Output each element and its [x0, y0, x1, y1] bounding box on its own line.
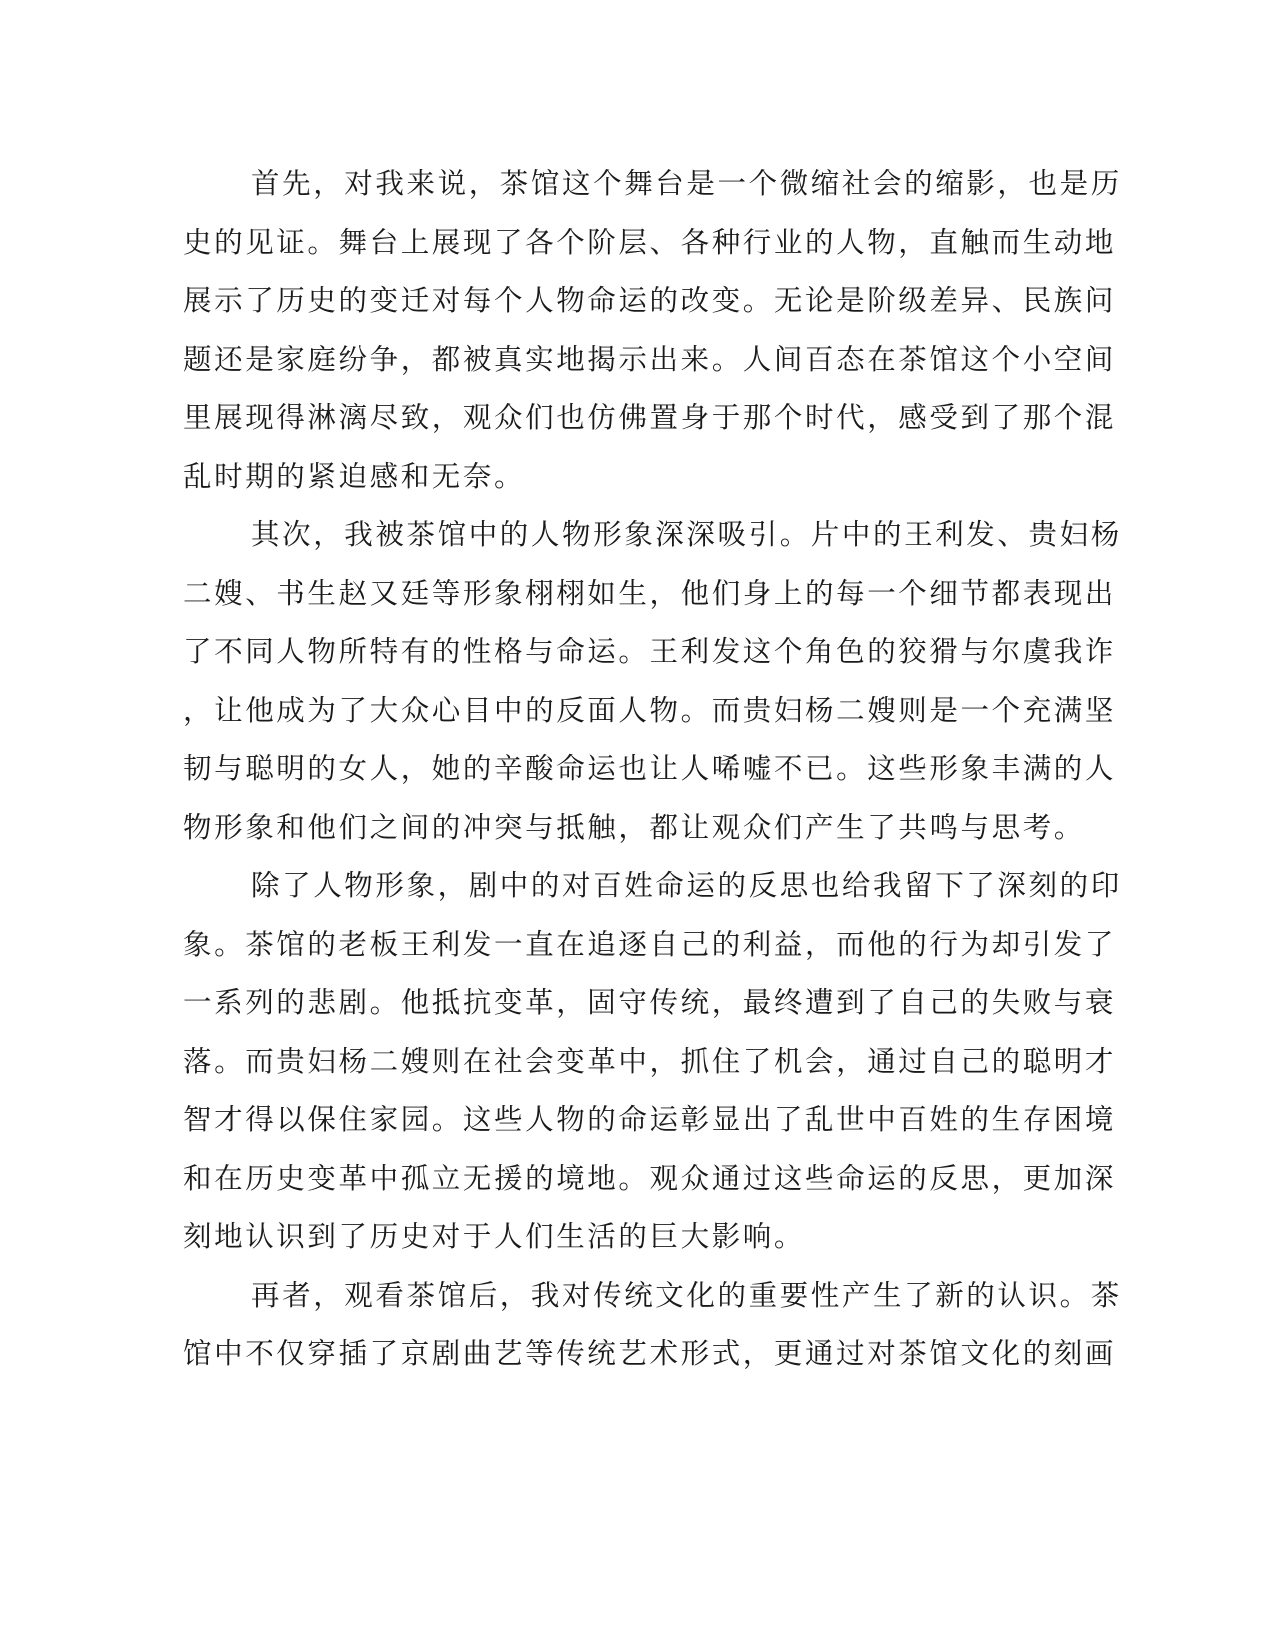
paragraph-2-line-5: 韧与聪明的女人，她的辛酸命运也让人唏嘘不已。这些形象丰满的人 — [183, 752, 1117, 785]
document-body — [183, 155, 1122, 1384]
paragraph-3-line-2: 象。茶馆的老板王利发一直在追逐自己的利益，而他的行为却引发了 — [183, 927, 1117, 961]
paragraph-3-line-1: 除了人物形象，剧中的对百姓命运的反思也给我留下了深刻的印 — [251, 869, 1122, 902]
paragraph-4-line-1: 再者，观看茶馆后，我对传统文化的重要性产生了新的认识。茶 — [251, 1278, 1122, 1312]
paragraph-3-line-3: 一系列的悲剧。他抵抗变革，固守传统，最终遭到了自己的失败与衰 — [183, 986, 1117, 1019]
paragraph-4-line-2: 馆中不仅穿插了京剧曲艺等传统艺术形式，更通过对茶馆文化的刻画 — [183, 1337, 1117, 1370]
paragraph-1-line-5: 里展现得淋漓尽致，观众们也仿佛置身于那个时代，感受到了那个混 — [183, 401, 1117, 434]
paragraph-2-line-3: 了不同人物所特有的性格与命运。王利发这个角色的狡猾与尔虞我诈 — [183, 635, 1117, 668]
paragraph-2-line-1: 其次，我被茶馆中的人物形象深深吸引。片中的王利发、贵妇杨 — [251, 518, 1122, 551]
paragraph-2-line-6: 物形象和他们之间的冲突与抵触，都让观众们产生了共鸣与思考。 — [183, 810, 1085, 844]
paragraph-1-line-2: 史的见证。舞台上展现了各个阶层、各种行业的人物，直触而生动地 — [183, 225, 1117, 259]
paragraph-1-line-4: 题还是家庭纷争，都被真实地揭示出来。人间百态在茶馆这个小空间 — [183, 342, 1117, 376]
paragraph-3-line-4: 落。而贵妇杨二嫂则在社会变革中，抓住了机会，通过自己的聪明才 — [183, 1044, 1117, 1078]
paragraph-2-line-4: ，让他成为了大众心目中的反面人物。而贵妇杨二嫂则是一个充满坚 — [183, 693, 1117, 727]
paragraph-3-line-5: 智才得以保住家园。这些人物的命运彰显出了乱世中百姓的生存困境 — [183, 1103, 1117, 1136]
paragraph-3-line-7: 刻地认识到了历史对于人们生活的巨大影响。 — [183, 1220, 806, 1253]
paragraph-1-line-6: 乱时期的紧迫感和无奈。 — [183, 459, 526, 493]
paragraph-1-line-3: 展示了历史的变迁对每个人物命运的改变。无论是阶级差异、民族问 — [183, 284, 1117, 317]
paragraph-3-line-6: 和在历史变革中孤立无援的境地。观众通过这些命运的反思，更加深 — [183, 1161, 1117, 1195]
paragraph-1-line-1: 首先，对我来说，茶馆这个舞台是一个微缩社会的缩影，也是历 — [251, 167, 1122, 200]
paragraph-2-line-2: 二嫂、书生赵又廷等形象栩栩如生，他们身上的每一个细节都表现出 — [183, 576, 1117, 610]
